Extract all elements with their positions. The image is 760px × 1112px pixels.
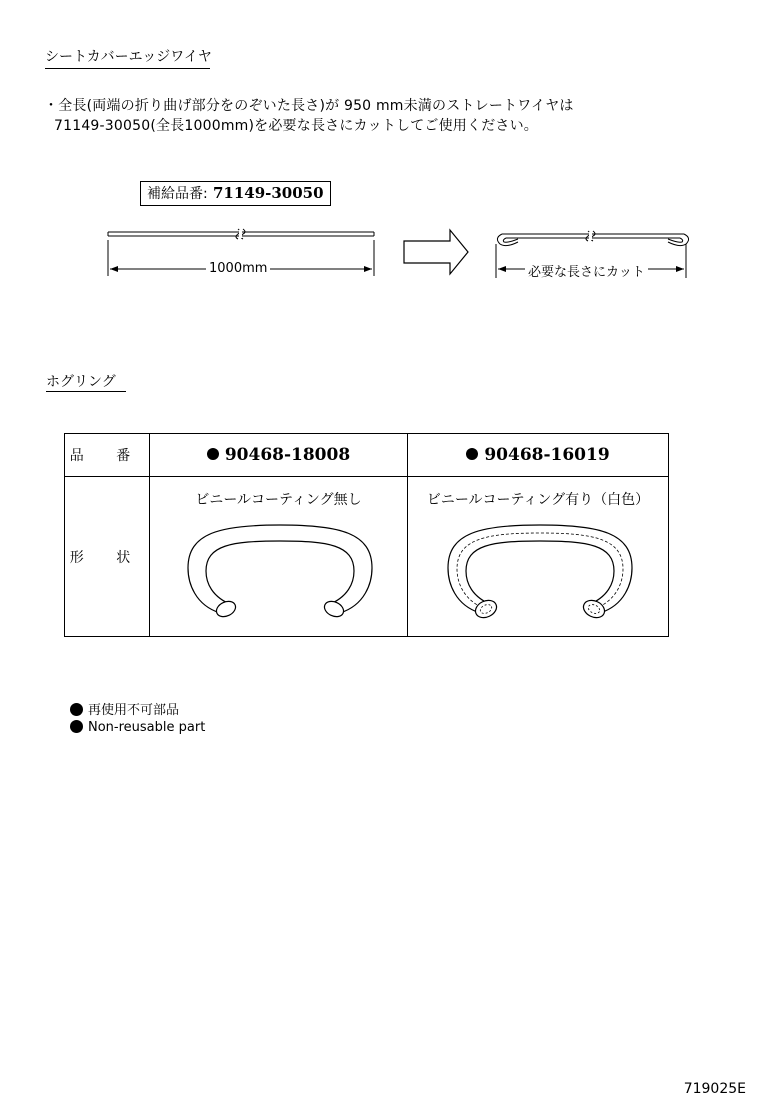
part-no-cell-1	[150, 434, 408, 477]
cut-label: 必要な長さにカット	[525, 261, 648, 280]
legend-text-en: Non-reusable part	[88, 720, 206, 735]
shape-caption-1: ビニールコーティング無し	[195, 492, 362, 508]
non-reusable-dot-icon	[70, 703, 83, 716]
hog-ring-table	[64, 433, 669, 637]
length-label: 1000mm	[206, 261, 270, 276]
section-title-edge-wire: シートカバーエッジワイヤ	[45, 49, 212, 65]
part-number-1: 90468-18008	[224, 445, 351, 465]
shape-caption-2: ビニールコーティング有り（白色）	[426, 492, 650, 508]
legend-item-en	[70, 720, 205, 735]
part-no-cell-2	[408, 434, 669, 477]
supply-part-label: 補給品番:	[147, 186, 208, 202]
supply-part-box	[140, 181, 331, 206]
figure-code: 719025E	[683, 1081, 746, 1097]
non-reusable-dot-icon	[70, 720, 83, 733]
hog-ring-uncoated-icon	[180, 513, 380, 623]
bent-wire-icon	[497, 231, 688, 246]
shape-header: 形 状	[65, 477, 150, 637]
supply-part-number: 71149-30050	[212, 184, 324, 202]
part-number-2: 90468-16019	[484, 445, 610, 465]
legend-item-ja	[70, 699, 179, 718]
non-reusable-dot-icon	[466, 448, 478, 460]
hog-ring-coated-icon	[440, 513, 640, 623]
section-title-underline-2	[46, 391, 126, 392]
note-line-2: 71149-30050(全長1000mm)を必要な長さにカットしてご使用ください。	[54, 118, 539, 134]
section-title-underline	[45, 68, 210, 69]
shape-cell-2	[408, 477, 669, 637]
note-line-1: ・全長(両端の折り曲げ部分をのぞいた長さ)が 950 mm未満のストレートワイヤは	[44, 98, 574, 114]
legend-text-ja: 再使用不可部品	[88, 703, 180, 718]
straight-wire-icon	[108, 229, 374, 239]
non-reusable-dot-icon	[207, 448, 219, 460]
section-title-hog-ring: ホグリング	[46, 374, 116, 390]
part-no-header: 品 番	[65, 434, 150, 477]
arrow-right-icon	[404, 230, 468, 274]
shape-cell-1	[150, 477, 408, 637]
